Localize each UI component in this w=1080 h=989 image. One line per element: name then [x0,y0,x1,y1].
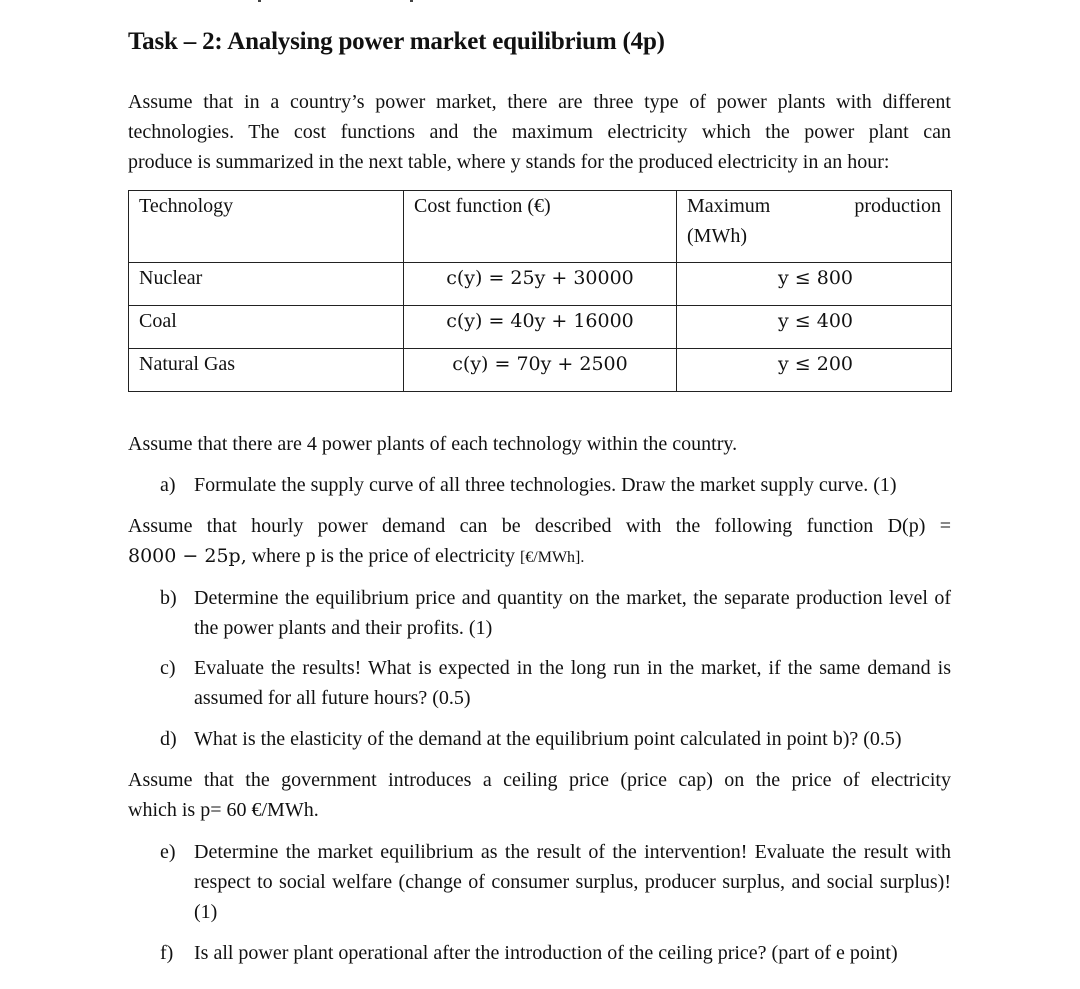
question-a [160,470,951,500]
header-maximum-word: Maximum [687,195,771,217]
question-e [160,837,951,927]
question-text: What is the elasticity of the demand at the equilibrium point calculated in point b)? (0.5) [194,728,902,750]
question-label: f) [160,942,174,964]
header-cost-function: Cost function (€) [404,191,677,263]
question-text: Evaluate the results! What is expected in the long run in the market, if the same demand is assumed for all future hours? (0.5) [194,657,951,709]
cost-function-cell: c(y) = 70y + 2500 [404,349,677,392]
header-maximum-production [677,191,952,263]
question-label: c) [160,657,176,679]
ceiling-paragraph [128,765,951,825]
demand-line-2 [128,541,951,573]
technology-cell: Coal [129,306,404,349]
cost-function-cell: c(y) = 25y + 30000 [404,263,677,306]
demand-paragraph [128,511,951,573]
technology-cell: Natural Gas [129,349,404,392]
header-unit: (MWh) [687,225,747,247]
demand-description: where p is the price of electricity [246,545,520,567]
question-f [160,938,951,968]
task-title: Task – 2: Analysing power market equilibrium (4p) [128,28,665,55]
intro-line-3: produce is summarized in the next table, where y stands for the produced electricity in an hour: [128,151,890,173]
intro-line-2: technologies. The cost functions and the maximum electricity which the power plant can [128,121,951,143]
question-text: Formulate the supply curve of all three technologies. Draw the market supply curve. (1) [194,474,897,496]
cost-function-cell: c(y) = 40y + 16000 [404,306,677,349]
question-label: a) [160,474,176,496]
header-production-word: production [854,195,941,217]
price-unit: [€/MWh]. [519,549,585,566]
intro-paragraph [128,87,951,177]
header-technology: Technology [129,191,404,263]
question-text: Is all power plant operational after the introduction of the ceiling price? (part of e point) [194,942,898,964]
max-production-cell: y ≤ 400 [677,306,952,349]
demand-function: 8000 − 25p, [128,545,247,567]
table-row [129,263,952,306]
table-row [129,306,952,349]
max-production-cell: y ≤ 800 [677,263,952,306]
table-header-row [129,191,952,263]
intro-line-1: Assume that in a country’s power market, there are three type of power plants with different [128,91,951,113]
ceiling-line-2: which is p= 60 €/MWh. [128,799,319,821]
technology-cell: Nuclear [129,263,404,306]
question-b [160,583,951,643]
table-row [129,349,952,392]
question-c [160,653,951,713]
demand-line-1: Assume that hourly power demand can be described with the following function D(p) = [128,515,951,537]
question-text: Determine the equilibrium price and quantity on the market, the separate production level of the power plants and their profits. (1) [194,587,951,639]
question-label: b) [160,587,177,609]
question-text: Determine the market equilibrium as the result of the intervention! Evaluate the result with respect to social welfare (change of consumer surplus, producer surplus, and social surplus)! (1) [194,841,951,923]
question-d [160,724,951,754]
plants-sentence: Assume that there are 4 power plants of each technology within the country. [128,433,738,455]
question-label: e) [160,841,176,863]
ceiling-line-1: Assume that the government introduces a ceiling price (price cap) on the price of electricity [128,769,951,791]
cost-table [128,190,952,392]
max-production-cell: y ≤ 200 [677,349,952,392]
question-label: d) [160,728,177,750]
previous-page-cutoff [255,0,415,3]
